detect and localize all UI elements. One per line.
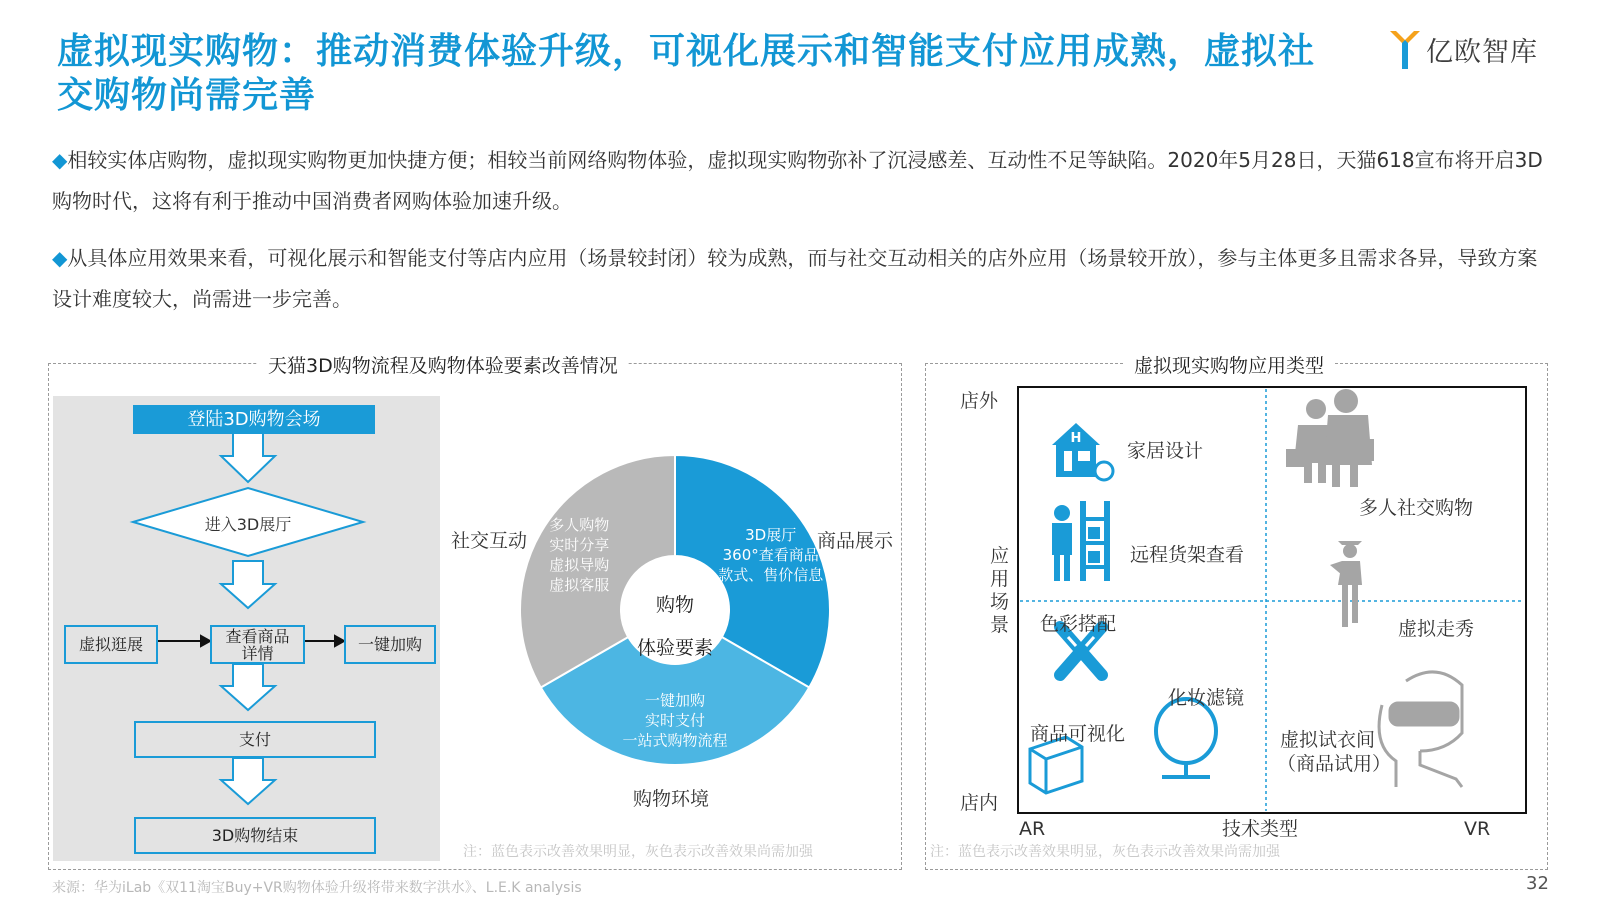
flow-step-add-cart: 一键加购 — [344, 625, 436, 664]
donut-segment-text: 多人购物 — [549, 515, 610, 534]
y-axis-bottom: 店内 — [960, 792, 999, 814]
page-title: 虚拟现实购物：推动消费体验升级，可视化展示和智能支付应用成熟，虚拟社交购物尚需完善 — [57, 31, 1316, 116]
flow-step-end: 3D购物结束 — [134, 817, 376, 854]
flow-step-login: 登陆3D购物会场 — [133, 405, 375, 434]
logo-text: 亿欧智库 — [1426, 36, 1538, 68]
donut-segment-text: 实时支付 — [644, 711, 706, 730]
logo-icon — [1388, 27, 1422, 71]
item-home-design: 家居设计 — [1127, 440, 1204, 462]
donut-segment-text: 360°查看商品 — [722, 545, 819, 564]
item-multi-social: 多人社交购物 — [1359, 497, 1474, 519]
left-panel-note: 注：蓝色表示改善效果明显，灰色表示改善效果尚需加强 — [463, 844, 813, 860]
bullet-diamond-icon: ◆ — [52, 148, 68, 172]
down-arrow-icon — [221, 561, 275, 608]
worker-shelf-icon — [1052, 501, 1110, 581]
paragraph-2-text: 从具体应用效果来看，可视化展示和智能支付等店内应用（场景较封闭）较为成熟，而与社交互动相关的店外应用（场景较开放），参与主体更多且需求各异，导致方案设计难度较大，尚需进一步完善。 — [52, 246, 1538, 311]
y-axis-top: 店外 — [960, 390, 999, 412]
logo — [1388, 26, 1538, 72]
donut-segment-text: 一键加购 — [644, 691, 706, 710]
y-axis-label: 应用场景 — [990, 545, 1010, 636]
x-axis-label: 技术类型 — [1222, 818, 1299, 840]
item-goods-visual: 商品可视化 — [1030, 723, 1126, 745]
mirror-icon — [1156, 699, 1216, 777]
x-axis-left: AR — [1019, 818, 1046, 840]
item-color-match: 色彩搭配 — [1040, 613, 1117, 635]
right-arrow-icon — [201, 636, 210, 646]
down-arrow-icon — [221, 758, 275, 804]
donut-segment-text: 3D展厅 — [745, 525, 797, 544]
item-makeup-filter: 化妆滤镜 — [1168, 687, 1245, 709]
donut-label-display: 商品展示 — [817, 530, 894, 552]
donut-segment-text: 虚拟客服 — [549, 575, 610, 594]
house-icon — [1052, 423, 1113, 480]
paragraph-2 — [52, 238, 1552, 320]
donut-segment-text: 一站式购物流程 — [622, 731, 728, 750]
people-shopping-icon — [1286, 389, 1374, 487]
vr-headset-icon — [1379, 672, 1462, 787]
left-panel-title: 天猫3D购物流程及购物体验要素改善情况 — [258, 351, 628, 378]
item-fitting-room-sub: （商品试用） — [1277, 753, 1392, 775]
flow-step-enter-hall: 进入3D展厅 — [204, 515, 292, 534]
donut-segment-text: 款式、售价信息 — [718, 565, 824, 584]
donut-label-social: 社交互动 — [451, 530, 528, 552]
donut-segment-text: 虚拟导购 — [549, 555, 610, 574]
right-arrow-icon — [335, 636, 344, 646]
flow-step-pay: 支付 — [134, 721, 376, 758]
flow-step-view-details: 查看商品详情 — [210, 625, 305, 664]
donut-chart — [510, 455, 840, 785]
svg-text:H: H — [1070, 431, 1082, 446]
source-citation: 来源：华为iLab《双11淘宝Buy+VR购物体验升级将带来数字洪水》、L.E.K analysis — [52, 880, 582, 896]
right-panel-title: 虚拟现实购物应用类型 — [1124, 351, 1334, 378]
bullet-diamond-icon: ◆ — [52, 246, 68, 270]
page-number: 32 — [1526, 873, 1549, 894]
donut-center-line2: 体验要素 — [636, 637, 713, 659]
item-remote-shelf: 远程货架查看 — [1130, 544, 1245, 566]
donut-label-environment: 购物环境 — [633, 788, 710, 810]
donut-segment-text: 实时分享 — [549, 535, 610, 554]
down-arrow-icon — [221, 432, 275, 482]
x-axis-right: VR — [1464, 818, 1491, 840]
paragraph-1-text: 相较实体店购物，虚拟现实购物更加快捷方便；相较当前网络购物体验，虚拟现实购物弥补了沉浸感差、互动性不足等缺陷。2020年5月28日，天猫618宣布将开启3D购物时代，这将有利于推动中国消费者网购体验加速升级。 — [52, 148, 1543, 213]
right-panel-note: 注：蓝色表示改善效果明显，灰色表示改善效果尚需加强 — [930, 844, 1280, 860]
donut-center-line1: 购物 — [655, 594, 694, 616]
down-arrow-icon — [221, 664, 275, 710]
flow-step-browse: 虚拟逛展 — [64, 625, 158, 664]
paragraph-1 — [52, 140, 1552, 222]
item-virtual-catwalk: 虚拟走秀 — [1398, 618, 1475, 640]
model-walking-icon — [1330, 541, 1362, 627]
item-fitting-room: 虚拟试衣间 — [1280, 729, 1376, 751]
